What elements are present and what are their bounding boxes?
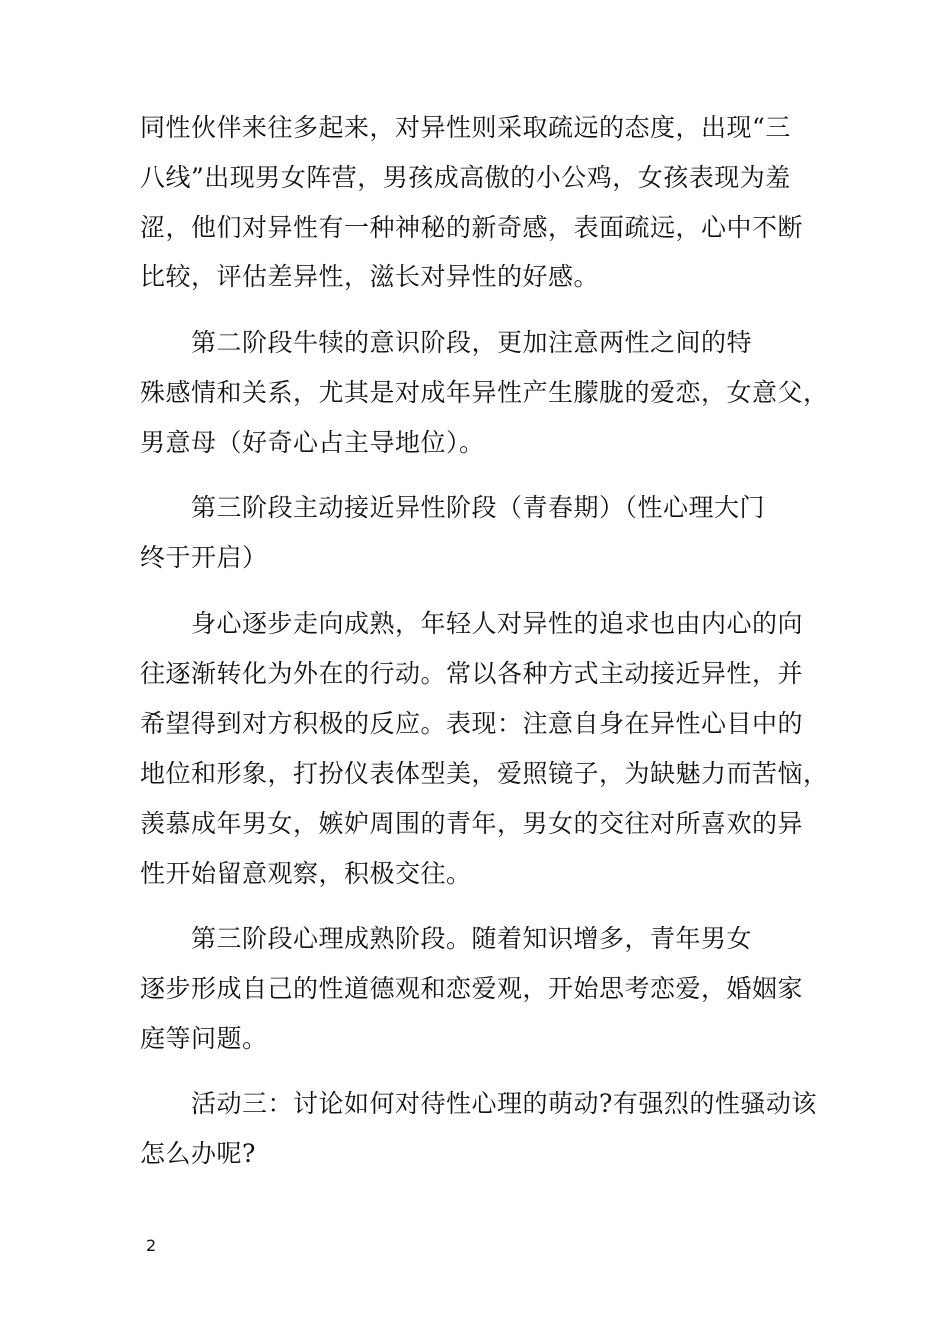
text-line: 希望得到对方积极的反应。表现：注意自身在异性心目中的: [140, 709, 804, 738]
text-line: 比较，评估差异性，滋长对异性的好感。: [140, 262, 600, 291]
text-line: 性开始留意观察，积极交往。: [140, 859, 472, 888]
text-line: 同性伙伴来往多起来，对异性则采取疏远的态度，出现“三: [140, 113, 791, 142]
text-line: 往逐渐转化为外在的行动。常以各种方式主动接近异性，并: [140, 659, 804, 688]
text-line: 男意母（好奇心占主导地位）。: [140, 428, 485, 457]
text-line: 羡慕成年男女，嫉妒周围的青年，男女的交往对所喜欢的异: [140, 809, 804, 838]
page-number: 2: [146, 1236, 157, 1255]
text-line: 八线”出现男女阵营，男孩成高傲的小公鸡，女孩表现为羞: [140, 163, 791, 192]
text-line: 地位和形象，打扮仪表体型美，爱照镜子，为缺魅力而苦恼，: [140, 759, 829, 788]
text-line: 终于开启）: [140, 543, 268, 572]
text-line: 第二阶段牛犊的意识阶段，更加注意两性之间的特: [191, 328, 753, 357]
text-line: 第三阶段主动接近异性阶段（青春期）（性心理大门: [191, 493, 766, 522]
text-line: 怎么办呢?: [140, 1139, 256, 1168]
text-line: 殊感情和关系，尤其是对成年异性产生朦胧的爱恋，女意父，: [140, 378, 829, 407]
text-line: 庭等问题。: [140, 1024, 268, 1053]
text-line: 活动三：讨论如何对待性心理的萌动?有强烈的性骚动该: [191, 1089, 817, 1118]
text-line: 身心逐步走向成熟，年轻人对异性的追求也由内心的向: [191, 609, 804, 638]
text-line: 逐步形成自己的性道德观和恋爱观，开始思考恋爱，婚姻家: [140, 974, 804, 1003]
text-line: 第三阶段心理成熟阶段。随着知识增多，青年男女: [191, 924, 753, 953]
text-line: 涩，他们对异性有一种神秘的新奇感，表面疏远，心中不断: [140, 213, 804, 242]
